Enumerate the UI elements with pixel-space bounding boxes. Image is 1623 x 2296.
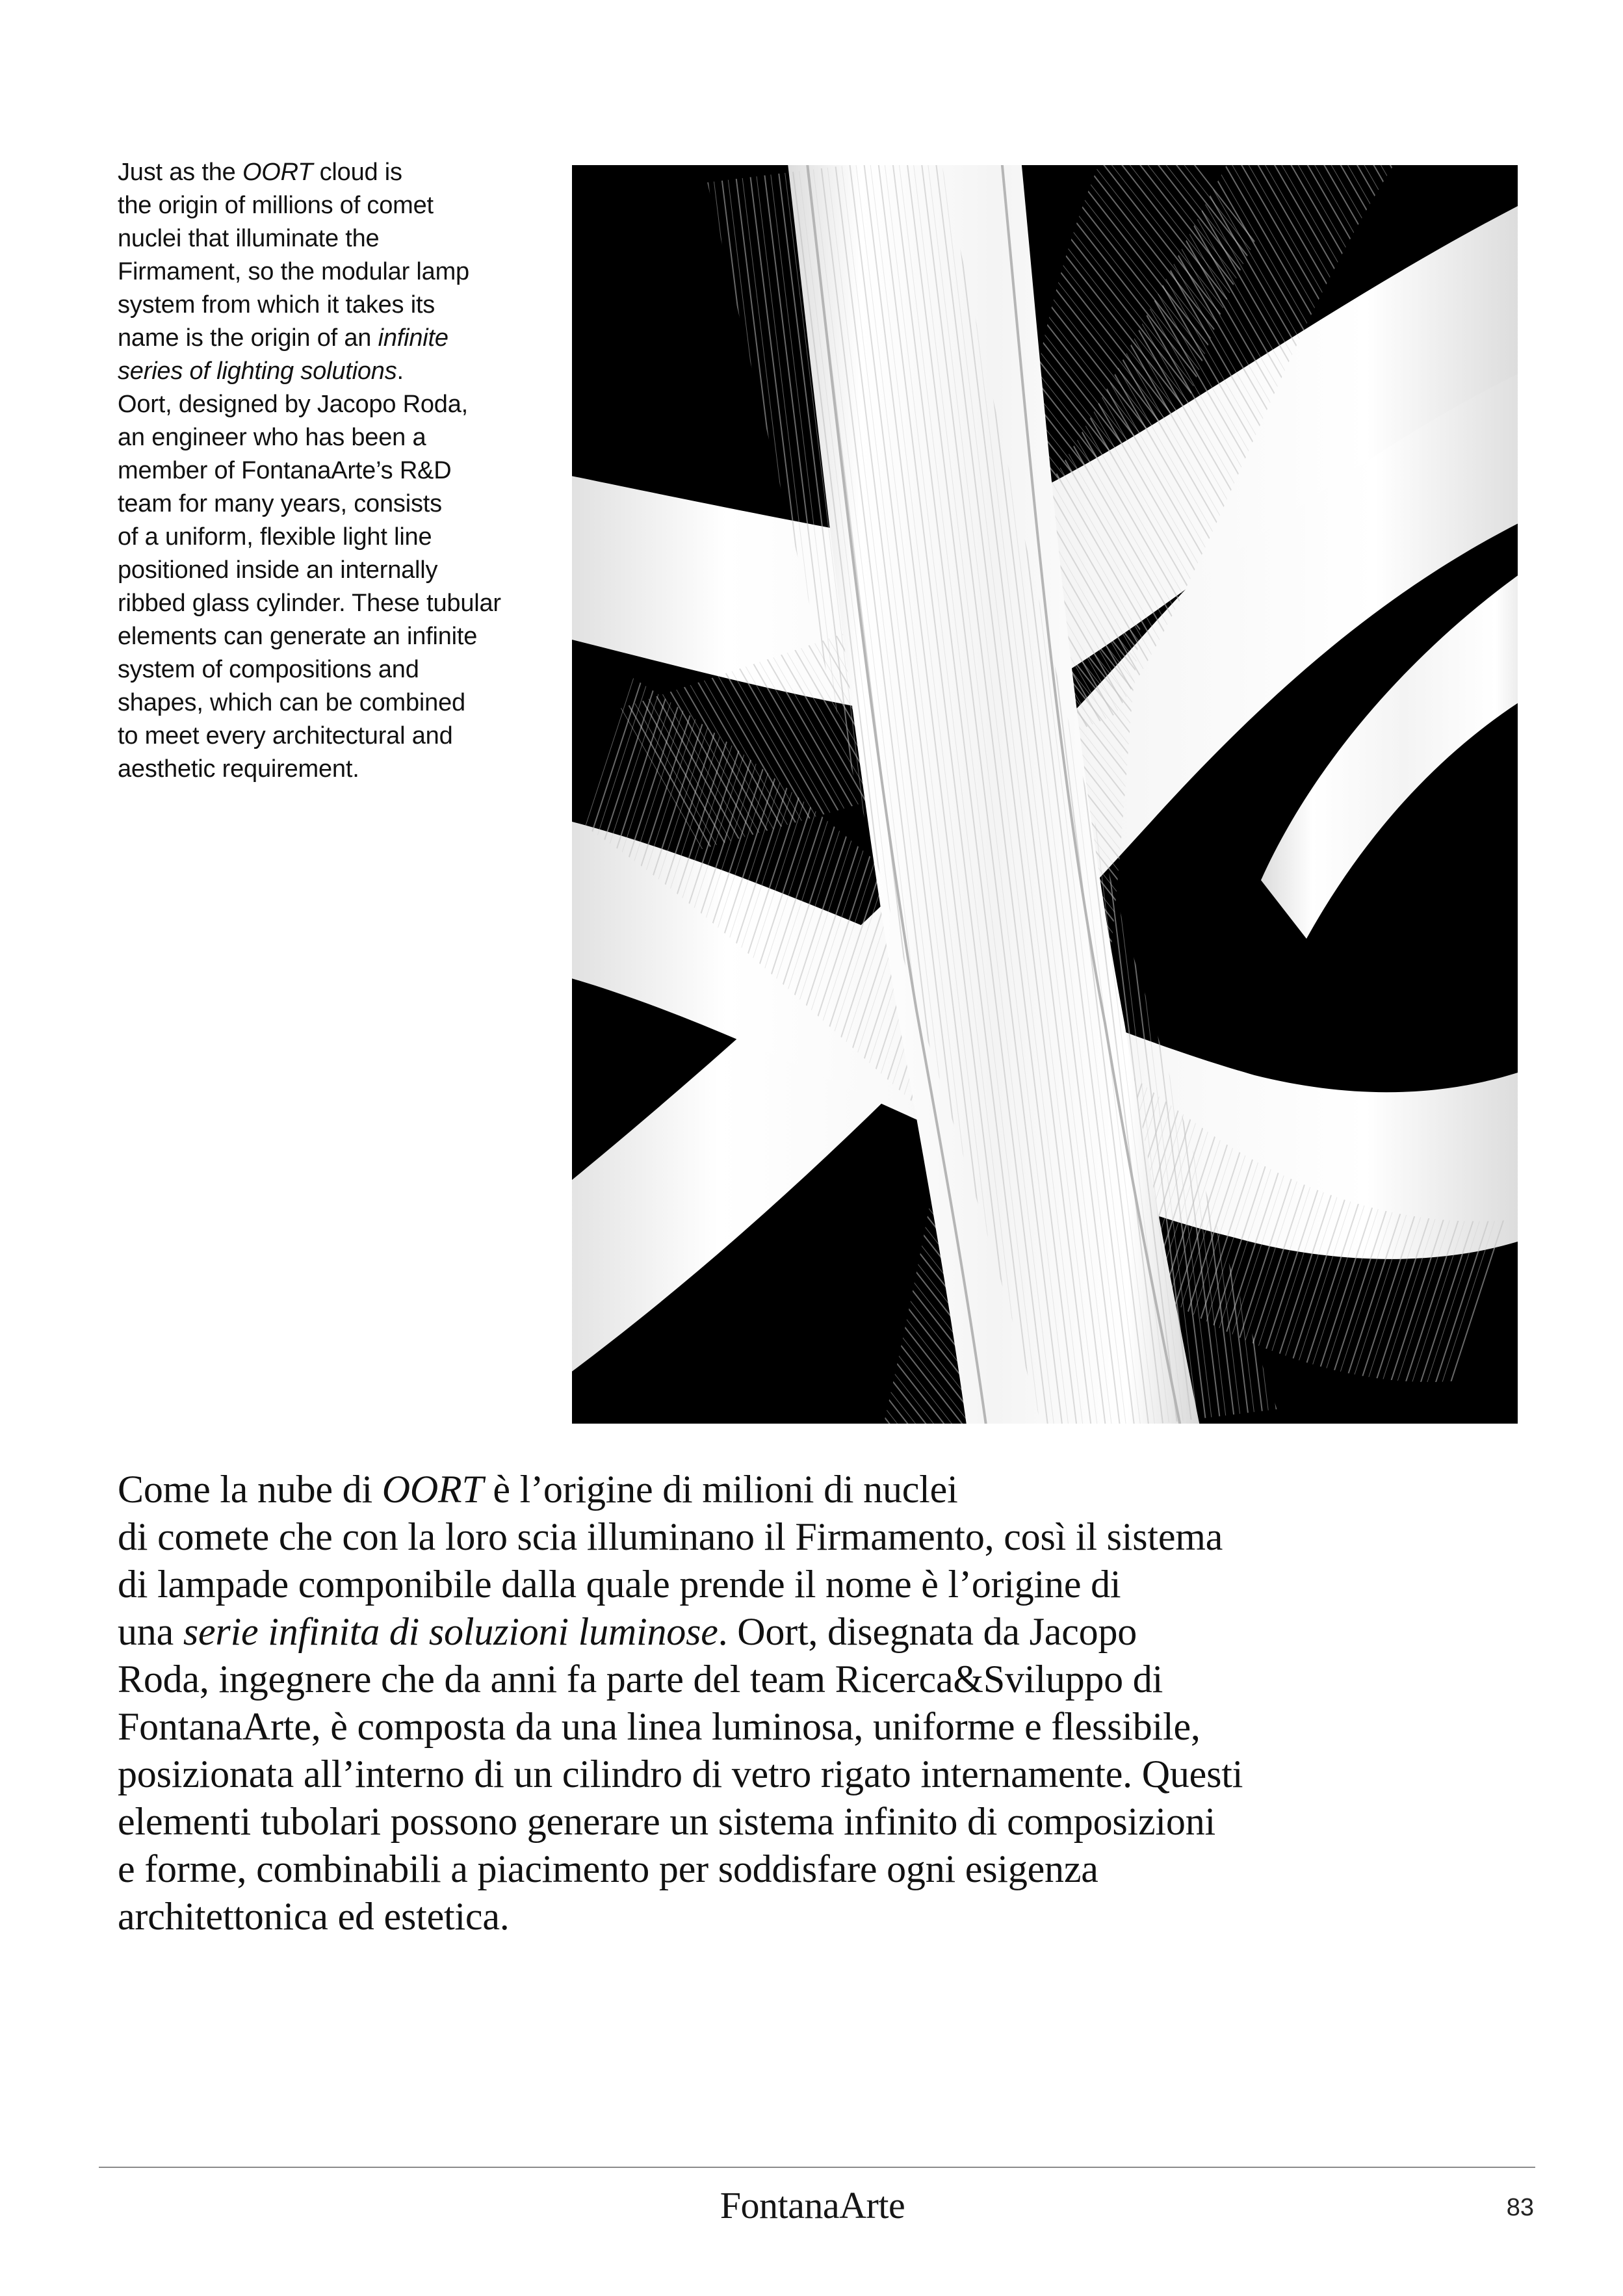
intro-line: member of FontanaArte’s R&D <box>118 457 452 484</box>
intro-line: to meet every architectural and <box>118 722 453 750</box>
intro-line: system of compositions and <box>118 656 419 683</box>
oort-lamp-photo <box>572 165 1518 1424</box>
body-line: Roda, ingegnere che da anni fa parte del team Ricerca&Sviluppo di <box>118 1658 1163 1701</box>
intro-line: system from which it takes its <box>118 291 435 319</box>
footer-divider <box>99 2167 1535 2168</box>
body-line: Come la nube di OORT è l’origine di milioni di nuclei <box>118 1468 958 1511</box>
page-number: 83 <box>1506 2194 1534 2221</box>
intro-line: Just as the OORT cloud is <box>118 159 402 186</box>
body-line: posizionata all’interno di un cilindro di vetro rigato internamente. Questi <box>118 1753 1243 1795</box>
brand-logo: FontanaArte <box>720 2184 905 2226</box>
intro-line: the origin of millions of comet <box>118 192 434 219</box>
intro-line: Firmament, so the modular lamp <box>118 258 469 285</box>
body-line: di lampade componibile dalla quale prende il nome è l’origine di <box>118 1563 1121 1606</box>
intro-line: of a uniform, flexible light line <box>118 523 432 551</box>
intro-line: name is the origin of an infinite <box>118 324 448 352</box>
body-line: FontanaArte, è composta da una linea luminosa, uniforme e flessibile, <box>118 1705 1201 1748</box>
intro-line: Oort, designed by Jacopo Roda, <box>118 391 469 418</box>
intro-line: elements can generate an infinite <box>118 623 478 650</box>
body-line: e forme, combinabili a piacimento per soddisfare ogni esigenza <box>118 1847 1098 1890</box>
intro-line: positioned inside an internally <box>118 556 438 584</box>
body-line: architettonica ed estetica. <box>118 1895 510 1938</box>
intro-line: aesthetic requirement. <box>118 755 359 783</box>
body-line: una serie infinita di soluzioni luminose. Oort, disegnata da Jacopo <box>118 1610 1137 1653</box>
glass-tubes-illustration <box>572 165 1518 1424</box>
intro-line: nuclei that illuminate the <box>118 225 380 252</box>
intro-line: ribbed glass cylinder. These tubular <box>118 590 501 617</box>
body-line: elementi tubolari possono generare un sistema infinito di composizioni <box>118 1800 1215 1843</box>
intro-line: team for many years, consists <box>118 490 442 517</box>
intro-text-english <box>118 156 560 786</box>
intro-line: an engineer who has been a <box>118 424 426 451</box>
body-line: di comete che con la loro scia illuminano il Firmamento, così il sistema <box>118 1515 1223 1558</box>
intro-line: series of lighting solutions. <box>118 358 404 385</box>
intro-line: shapes, which can be combined <box>118 689 465 716</box>
body-text-italian <box>118 1466 1515 1940</box>
